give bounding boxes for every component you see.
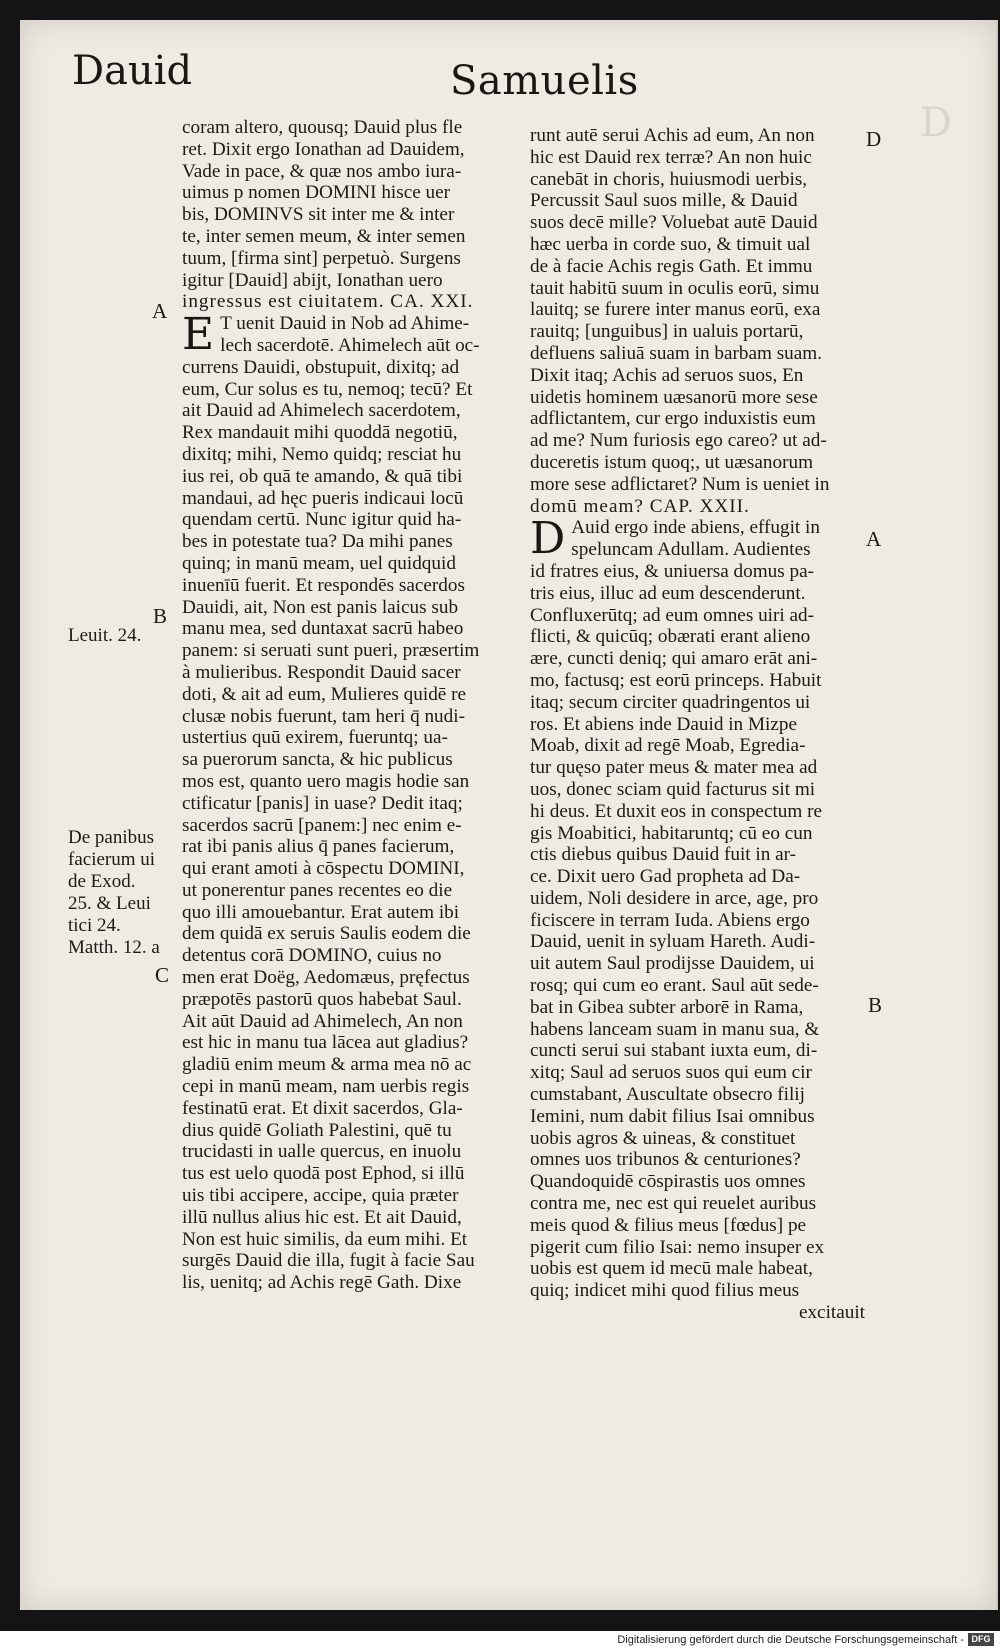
text-line: Rex mandauit mihi quoddā negotiū, <box>182 422 458 444</box>
text-line: hæc uerba in corde suo, & timuit ual <box>530 233 811 255</box>
text-line: Moab, dixit ad regē Moab, Egredia- <box>530 735 806 757</box>
margin-note-leuit: Leuit. 24. <box>68 625 142 646</box>
text-line: sacerdos sacrū [panem:] nec enim e- <box>182 814 462 836</box>
text-line: uis tibi accipere, accipe, quia præter <box>182 1185 459 1207</box>
text-line: ctis diebus quibus Dauid fuit in ar- <box>530 844 797 866</box>
text-line: excitauit <box>798 1302 865 1324</box>
text-line: currens Dauidi, obstupuit, dixitq; ad <box>182 356 460 378</box>
left-column <box>182 117 512 1294</box>
text-line: hi deus. Et duxit eos in conspectum re <box>530 800 823 822</box>
text-line: domū meam? CAP. XXII. <box>530 495 750 517</box>
text-line: dius quidē Goliath Palestini, quē tu <box>182 1119 452 1141</box>
text-line: qui erant amoti à cōspectu DOMINI, <box>182 858 465 880</box>
text-line: lech sacerdotē. Ahimelech aūt oc- <box>220 334 480 356</box>
text-line: festinatū erat. Et dixit sacerdos, Gla- <box>182 1097 463 1119</box>
text-line: dem quidā ex seruis Saulis eodem die <box>182 923 471 945</box>
text-line: cuncti serui sui stabant iuxta eum, di- <box>530 1040 818 1062</box>
text-line: quinq; in manū meam, uel quidquid <box>182 552 456 574</box>
text-line: gladiū enim meum & arma mea nō ac <box>182 1054 472 1076</box>
text-line: ait Dauid ad Ahimelech sacerdotem, <box>182 400 461 422</box>
text-line: Ait aūt Dauid ad Ahimelech, An non <box>182 1010 463 1032</box>
text-line: ustertius quū exirem, fueruntq; ua- <box>182 727 448 749</box>
text-line: Dauid, uenit in syluam Hareth. Audi- <box>530 931 816 953</box>
text-line: lis, uenitq; ad Achis regē Gath. Dixe <box>182 1272 462 1294</box>
text-line: more sese adflictaret? Num is ueniet in <box>530 473 830 495</box>
text-line: uobis agros & uineas, & constituet <box>530 1127 796 1149</box>
text-line: eum, Cur solus es tu, nemoq; tecū? Et <box>182 378 473 400</box>
text-line: Non est huic similis, da eum mihi. Et <box>182 1228 468 1250</box>
text-line: uidem, Noli desidere in arce, age, pro <box>530 887 819 909</box>
text-line: itaq; secum circiter quadringentos ui <box>530 691 811 713</box>
text-line: meis quod & filius meus [fœdus] pe <box>530 1214 807 1236</box>
text-line: Confluxerūtq; ad eum omnes uiri ad- <box>530 604 815 626</box>
text-line: bis, DOMINVS sit inter me & inter <box>182 204 455 226</box>
text-line: habens lanceam suam in manu sua, & <box>530 1018 820 1040</box>
text-line: uobis est quem id mecū male habeat, <box>530 1258 813 1280</box>
text-line: rauitq; [unguibus] in ualuis portarū, <box>530 321 804 343</box>
text-line: ficiscere in terram Iuda. Abiens ergo <box>530 909 810 931</box>
text-line: adflictantem, cur ergo induxistis eum <box>530 408 816 430</box>
text-line: tris eius, illuc ad eum descenderunt. <box>530 582 806 604</box>
section-marker-a-right: A <box>866 527 882 551</box>
text-line: omnes uos tribunos & centuriones? <box>530 1149 801 1171</box>
section-marker-b-left: B <box>153 604 168 628</box>
text-line: ce. Dixit uero Gad propheta ad Da- <box>530 866 801 888</box>
text-line: rosq; qui cum eo erant. Saul aūt sede- <box>530 975 819 997</box>
text-line: bat in Gibea subter arborē in Rama, <box>530 996 804 1018</box>
text-line: suos decē mille? Voluebat autē Dauid <box>530 212 818 234</box>
chapter-opening <box>530 517 865 561</box>
text-line: ingressus est ciuitatem. CA. XXI. <box>182 291 474 313</box>
section-marker-c-left: C <box>155 963 170 987</box>
text-line: mandaui, ad hęc pueris indicaui locū <box>182 487 464 509</box>
text-line: te, inter semen meum, & inter semen <box>182 225 466 247</box>
text-line: rat ibi panis alius q̄ panes facierum, <box>182 836 455 858</box>
running-head-left: Dauid <box>72 48 193 94</box>
text-line: ad me? Num furiosis ego careo? ut ad- <box>530 430 827 452</box>
text-line: uidetis hominem uæsanorū more sese <box>530 386 818 408</box>
text-line: cumstabant, Auscultate obsecro filij <box>530 1084 805 1106</box>
bleed-through-text: D <box>920 100 953 146</box>
text-line: clusæ nobis fuerunt, tam heri q̄ nudi- <box>182 705 465 727</box>
right-column <box>530 125 865 1324</box>
text-line: id fratres eius, & uniuersa domus pa- <box>530 560 815 582</box>
margin-note-de-exod: de Exod. <box>68 871 136 892</box>
text-line: est hic in manu tua lācea aut gladius? <box>182 1032 469 1054</box>
text-line: tauit habitū suum in oculis eorū, simu <box>530 277 820 299</box>
text-line: flicti, & quicūq; obærati erant alieno <box>530 626 811 648</box>
text-line: coram altero, quousq; Dauid plus fle <box>182 117 463 138</box>
chapter-opening <box>182 313 512 357</box>
text-line: panem: si seruati sunt pueri, præsertim <box>182 640 480 662</box>
text-line: bes in potestate tua? Da mihi panes <box>182 531 453 553</box>
text-line: lauitq; se furere inter manus eorū, exa <box>530 299 821 321</box>
text-line: trucidasti in ualle quercus, en inuolu <box>182 1141 462 1163</box>
text-line: ut ponerentur panes recentes eo die <box>182 879 453 901</box>
text-line: T uenit Dauid in Nob ad Ahime- <box>220 313 470 335</box>
text-line: tus est uelo quodā post Ephod, si illū <box>182 1163 465 1185</box>
text-line: runt autē serui Achis ad eum, An non <box>530 125 815 146</box>
text-line: contra me, nec est qui reuelet auribus <box>530 1193 817 1215</box>
text-line: tuum, [firma sint] perpetuò. Surgens <box>182 247 461 269</box>
text-line: uit autem Saul prodijsse Dauidem, ui <box>530 953 815 975</box>
text-line: Dixit itaq; Achis ad seruos suos, En <box>530 364 804 386</box>
section-marker-b-right: B <box>868 993 883 1017</box>
text-line: speluncam Adullam. Audientes <box>571 539 811 561</box>
text-line: gis Moabitici, habitaruntq; cū eo cun <box>530 822 813 844</box>
text-line: sa puerorum sancta, & hic publicus <box>182 749 453 771</box>
text-line: surgēs Dauid die illa, fugit à facie Sau <box>182 1250 475 1272</box>
margin-note-matth: Matth. 12. a <box>68 937 160 958</box>
drop-capital: E <box>182 313 215 357</box>
text-line: detentus corā DOMINO, cuius no <box>182 945 442 967</box>
text-line: men erat Doëg, Aedomæus, pręfectus <box>182 967 470 989</box>
margin-note-tici: tici 24. <box>68 915 121 936</box>
text-line: ius rei, ob quā te amando, & quā tibi <box>182 465 463 487</box>
margin-note-de-panibus: De panibus <box>68 827 155 848</box>
section-marker-d-right: D <box>866 127 882 151</box>
text-line: manu mea, sed duntaxat sacrū habeo <box>182 618 464 640</box>
text-line: defluens saliuā suam in barbam suam. <box>530 342 823 364</box>
text-line: de à facie Achis regis Gath. Et immu <box>530 255 813 277</box>
text-line: doti, & ait ad eum, Mulieres quidē re <box>182 683 467 705</box>
margin-note-facierum: facierum ui <box>68 849 156 870</box>
drop-capital: D <box>530 517 566 561</box>
text-line: uos, donec sciam quid facturus sit mi <box>530 778 816 800</box>
text-line: ros. Et abiens inde Dauid in Mizpe <box>530 713 797 735</box>
text-line: Iemini, num dabit filius Isai omnibus <box>530 1105 815 1127</box>
footer-credit: Digitalisierung gefördert durch die Deutsche Forschungsgemeinschaft - <box>617 1634 964 1646</box>
text-line: Quandoquidē cōspirastis uos omnes <box>530 1171 806 1193</box>
text-line: xitq; Saul ad seruos suos qui eum cir <box>530 1062 812 1084</box>
text-line: ære, cuncti deniq; qui amaro erāt ani- <box>530 648 818 670</box>
text-line: Vade in pace, & quæ nos ambo iura- <box>182 160 462 182</box>
text-line: quo illi amouebantur. Erat autem ibi <box>182 901 460 923</box>
text-line: dixitq; mihi, Nemo quidq; resciat hu <box>182 443 462 465</box>
text-line: quiq; indicet mihi quod filius meus <box>530 1280 800 1302</box>
text-line: Percussit Saul suos mille, & Dauid <box>530 190 798 212</box>
text-line: hic est Dauid rex terræ? An non huic <box>530 146 812 168</box>
text-line: pigerit cum filio Isai: nemo insuper ex <box>530 1236 825 1258</box>
text-line: cepi in manū meam, nam uerbis regis <box>182 1076 470 1098</box>
text-line: mo, factusq; est eorū princeps. Habuit <box>530 669 822 691</box>
text-line: ctificatur [panis] in uase? Dedit itaq; <box>182 792 463 814</box>
margin-note-leui: 25. & Leui <box>68 893 151 914</box>
text-line: illū nullus alius hic est. Et ait Dauid, <box>182 1206 462 1228</box>
text-line: quendam certū. Nunc igitur quid ha- <box>182 509 462 531</box>
text-line: Auid ergo inde abiens, effugit in <box>571 517 820 539</box>
text-line: igitur [Dauid] abijt, Ionathan uero <box>182 269 443 291</box>
text-line: uimus p nomen DOMINI hisce uer <box>182 182 451 204</box>
text-line: canebāt in choris, huiusmodi uerbis, <box>530 168 808 190</box>
section-marker-a-left: A <box>152 299 168 323</box>
text-line: ret. Dixit ergo Ionathan ad Dauidem, <box>182 138 465 160</box>
text-line: Dauidi, ait, Non est panis laicus sub <box>182 596 459 618</box>
text-line: inuenīū fuerit. Et respondēs sacerdos <box>182 574 465 596</box>
running-head-center: Samuelis <box>450 58 639 104</box>
text-line: tur quęso pater meus & mater mea ad <box>530 757 818 779</box>
text-line: duceretis istum quoq;, ut uæsanorum <box>530 451 813 473</box>
text-line: præpotēs pastorū quos habebat Saul. <box>182 988 462 1010</box>
dfg-logo: DFG <box>968 1633 994 1646</box>
text-line: mos est, quanto uero magis hodie san <box>182 770 470 792</box>
text-line: à mulieribus. Respondit Dauid sacer <box>182 661 461 683</box>
